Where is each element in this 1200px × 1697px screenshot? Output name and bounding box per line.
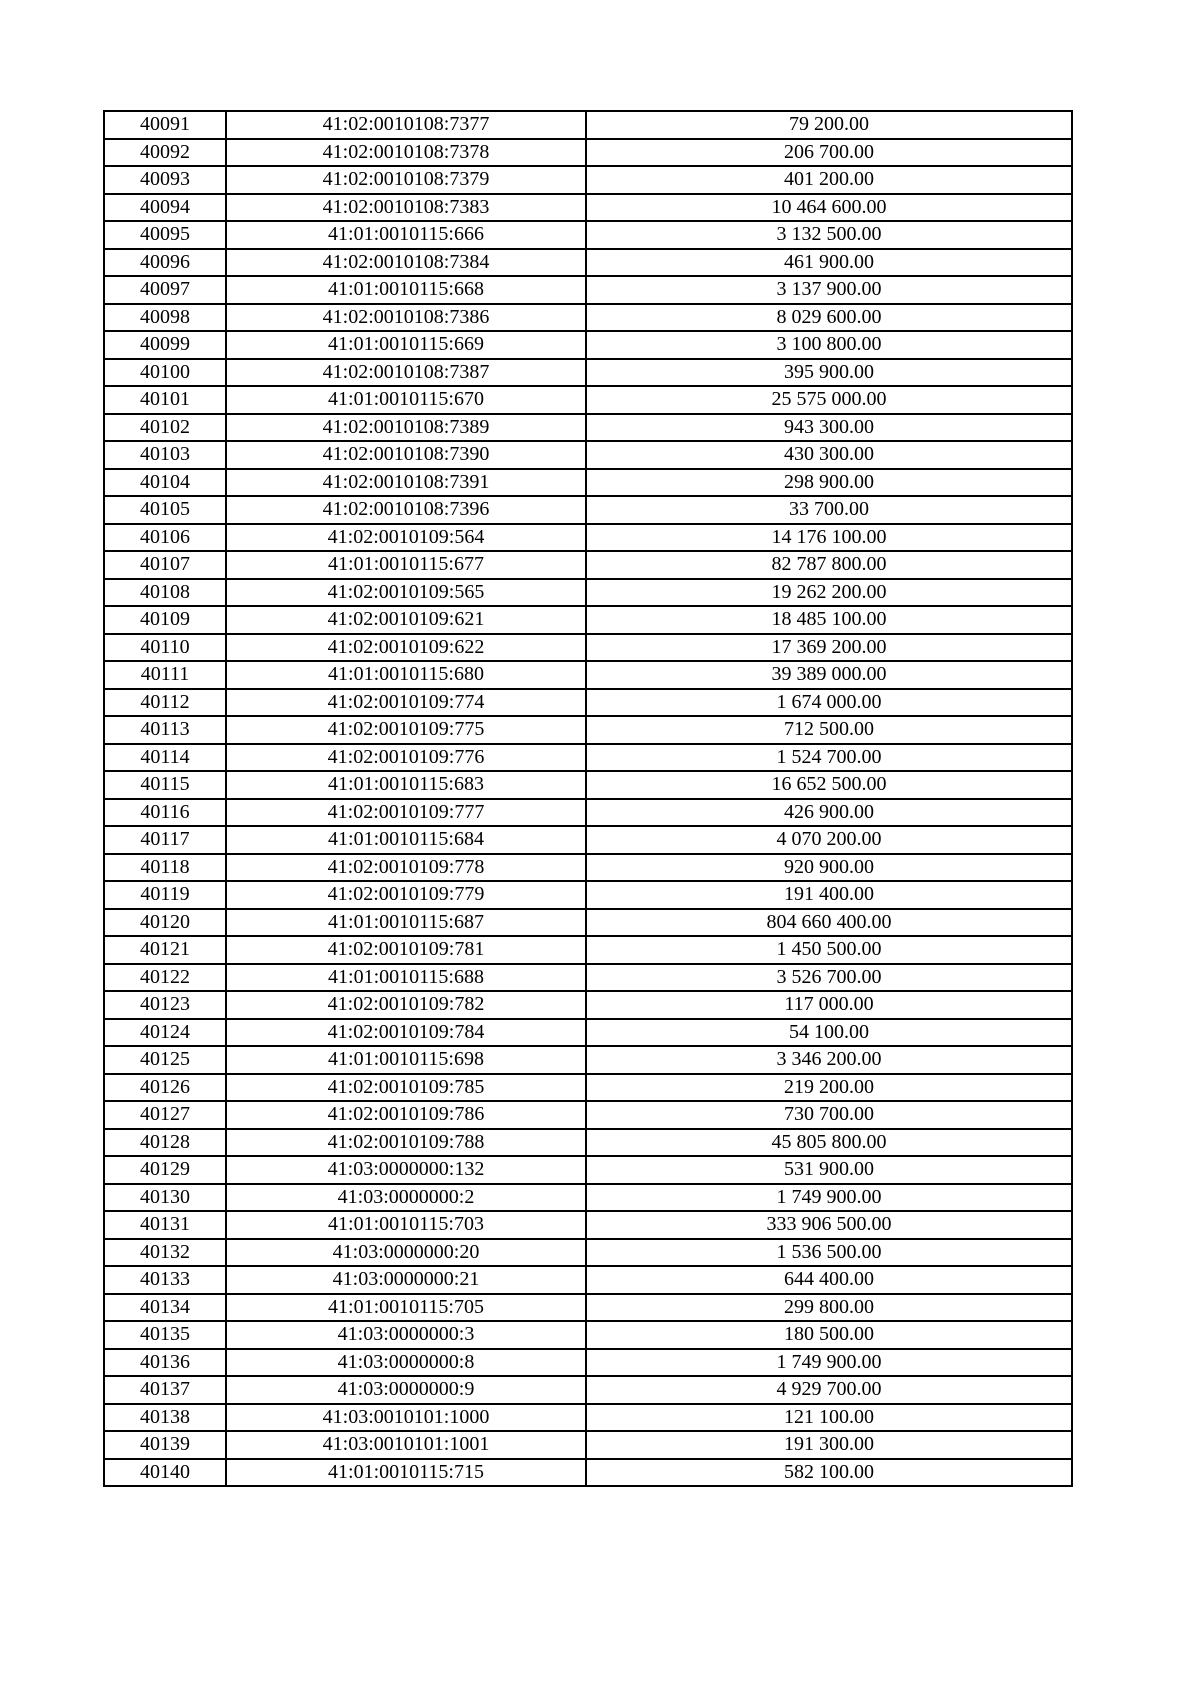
row-number-cell: 40116	[104, 799, 226, 827]
table-row	[104, 1321, 1072, 1349]
cadastral-value-cell: 17 369 200.00	[586, 634, 1072, 662]
row-number-cell: 40104	[104, 469, 226, 497]
table-row	[104, 1349, 1072, 1377]
row-number-cell: 40136	[104, 1349, 226, 1377]
cadastral-value-cell: 19 262 200.00	[586, 579, 1072, 607]
row-number-cell: 40126	[104, 1074, 226, 1102]
row-number-cell: 40134	[104, 1294, 226, 1322]
cadastral-number-cell: 41:01:0010115:684	[226, 826, 586, 854]
table-row	[104, 1184, 1072, 1212]
row-number-cell: 40107	[104, 551, 226, 579]
cadastral-number-cell: 41:01:0010115:670	[226, 386, 586, 414]
cadastral-value-cell: 426 900.00	[586, 799, 1072, 827]
row-number-cell: 40137	[104, 1376, 226, 1404]
row-number-cell: 40108	[104, 579, 226, 607]
row-number-cell: 40115	[104, 771, 226, 799]
table-row	[104, 964, 1072, 992]
cadastral-number-cell: 41:03:0000000:9	[226, 1376, 586, 1404]
cadastral-value-cell: 804 660 400.00	[586, 909, 1072, 937]
cadastral-number-cell: 41:02:0010109:777	[226, 799, 586, 827]
row-number-cell: 40133	[104, 1266, 226, 1294]
table-row	[104, 441, 1072, 469]
cadastral-number-cell: 41:03:0000000:20	[226, 1239, 586, 1267]
cadastral-value-cell: 39 389 000.00	[586, 661, 1072, 689]
table-row	[104, 1294, 1072, 1322]
cadastral-number-cell: 41:01:0010115:687	[226, 909, 586, 937]
cadastral-value-cell: 10 464 600.00	[586, 194, 1072, 222]
table-row	[104, 1129, 1072, 1157]
cadastral-value-cell: 298 900.00	[586, 469, 1072, 497]
row-number-cell: 40120	[104, 909, 226, 937]
table-row	[104, 1459, 1072, 1487]
cadastral-value-cell: 430 300.00	[586, 441, 1072, 469]
row-number-cell: 40109	[104, 606, 226, 634]
cadastral-number-cell: 41:02:0010108:7396	[226, 496, 586, 524]
table-row	[104, 194, 1072, 222]
row-number-cell: 40099	[104, 331, 226, 359]
cadastral-number-cell: 41:01:0010115:668	[226, 276, 586, 304]
table-row	[104, 881, 1072, 909]
row-number-cell: 40118	[104, 854, 226, 882]
table-row	[104, 661, 1072, 689]
cadastral-value-cell: 206 700.00	[586, 139, 1072, 167]
row-number-cell: 40101	[104, 386, 226, 414]
table-row	[104, 1156, 1072, 1184]
cadastral-number-cell: 41:02:0010109:786	[226, 1101, 586, 1129]
table-row	[104, 166, 1072, 194]
cadastral-number-cell: 41:02:0010109:775	[226, 716, 586, 744]
table-row	[104, 909, 1072, 937]
cadastral-number-cell: 41:01:0010115:688	[226, 964, 586, 992]
row-number-cell: 40098	[104, 304, 226, 332]
table-row	[104, 304, 1072, 332]
cadastral-value-cell: 3 137 900.00	[586, 276, 1072, 304]
row-number-cell: 40092	[104, 139, 226, 167]
table-row	[104, 1019, 1072, 1047]
row-number-cell: 40112	[104, 689, 226, 717]
cadastral-number-cell: 41:01:0010115:680	[226, 661, 586, 689]
row-number-cell: 40102	[104, 414, 226, 442]
cadastral-number-cell: 41:02:0010108:7387	[226, 359, 586, 387]
table-row	[104, 936, 1072, 964]
cadastral-value-cell: 4 070 200.00	[586, 826, 1072, 854]
cadastral-value-cell: 582 100.00	[586, 1459, 1072, 1487]
row-number-cell: 40139	[104, 1431, 226, 1459]
table-row	[104, 1376, 1072, 1404]
table-row	[104, 716, 1072, 744]
table-row	[104, 634, 1072, 662]
cadastral-value-cell: 3 132 500.00	[586, 221, 1072, 249]
cadastral-value-cell: 18 485 100.00	[586, 606, 1072, 634]
cadastral-number-cell: 41:03:0000000:8	[226, 1349, 586, 1377]
table-row	[104, 579, 1072, 607]
cadastral-number-cell: 41:02:0010109:778	[226, 854, 586, 882]
table-row	[104, 1046, 1072, 1074]
cadastral-number-cell: 41:01:0010115:703	[226, 1211, 586, 1239]
table-body	[104, 111, 1072, 1486]
cadastral-value-cell: 14 176 100.00	[586, 524, 1072, 552]
cadastral-number-cell: 41:03:0000000:3	[226, 1321, 586, 1349]
row-number-cell: 40114	[104, 744, 226, 772]
cadastral-number-cell: 41:01:0010115:715	[226, 1459, 586, 1487]
cadastral-number-cell: 41:02:0010108:7383	[226, 194, 586, 222]
cadastral-value-cell: 943 300.00	[586, 414, 1072, 442]
cadastral-number-cell: 41:02:0010109:779	[226, 881, 586, 909]
cadastral-number-cell: 41:01:0010115:677	[226, 551, 586, 579]
cadastral-number-cell: 41:03:0000000:2	[226, 1184, 586, 1212]
cadastral-number-cell: 41:02:0010109:622	[226, 634, 586, 662]
cadastral-value-cell: 299 800.00	[586, 1294, 1072, 1322]
table-row	[104, 771, 1072, 799]
row-number-cell: 40127	[104, 1101, 226, 1129]
cadastral-value-cell: 45 805 800.00	[586, 1129, 1072, 1157]
cadastral-number-cell: 41:01:0010115:705	[226, 1294, 586, 1322]
cadastral-value-cell: 117 000.00	[586, 991, 1072, 1019]
cadastral-value-cell: 644 400.00	[586, 1266, 1072, 1294]
cadastral-number-cell: 41:03:0000000:132	[226, 1156, 586, 1184]
table-row	[104, 221, 1072, 249]
table-row	[104, 386, 1072, 414]
cadastral-number-cell: 41:02:0010108:7378	[226, 139, 586, 167]
cadastral-number-cell: 41:01:0010115:666	[226, 221, 586, 249]
cadastral-value-cell: 461 900.00	[586, 249, 1072, 277]
cadastral-value-cell: 3 346 200.00	[586, 1046, 1072, 1074]
table-row	[104, 689, 1072, 717]
row-number-cell: 40094	[104, 194, 226, 222]
cadastral-number-cell: 41:03:0010101:1000	[226, 1404, 586, 1432]
cadastral-value-cell: 1 674 000.00	[586, 689, 1072, 717]
table-row	[104, 414, 1072, 442]
cadastral-value-cell: 531 900.00	[586, 1156, 1072, 1184]
table-row	[104, 1101, 1072, 1129]
row-number-cell: 40100	[104, 359, 226, 387]
table-row	[104, 606, 1072, 634]
table-row	[104, 331, 1072, 359]
row-number-cell: 40113	[104, 716, 226, 744]
cadastral-number-cell: 41:02:0010108:7386	[226, 304, 586, 332]
cadastral-number-cell: 41:02:0010109:621	[226, 606, 586, 634]
row-number-cell: 40093	[104, 166, 226, 194]
cadastral-value-cell: 920 900.00	[586, 854, 1072, 882]
cadastral-number-cell: 41:02:0010109:774	[226, 689, 586, 717]
cadastral-number-cell: 41:03:0000000:21	[226, 1266, 586, 1294]
cadastral-number-cell: 41:01:0010115:683	[226, 771, 586, 799]
row-number-cell: 40105	[104, 496, 226, 524]
cadastral-value-cell: 1 536 500.00	[586, 1239, 1072, 1267]
row-number-cell: 40122	[104, 964, 226, 992]
cadastral-number-cell: 41:02:0010108:7377	[226, 111, 586, 139]
cadastral-number-cell: 41:02:0010109:564	[226, 524, 586, 552]
row-number-cell: 40097	[104, 276, 226, 304]
row-number-cell: 40128	[104, 1129, 226, 1157]
cadastral-number-cell: 41:01:0010115:669	[226, 331, 586, 359]
cadastral-value-cell: 395 900.00	[586, 359, 1072, 387]
row-number-cell: 40106	[104, 524, 226, 552]
cadastral-number-cell: 41:02:0010108:7390	[226, 441, 586, 469]
row-number-cell: 40117	[104, 826, 226, 854]
table-row	[104, 1431, 1072, 1459]
cadastral-value-cell: 25 575 000.00	[586, 386, 1072, 414]
cadastral-number-cell: 41:02:0010109:788	[226, 1129, 586, 1157]
cadastral-number-cell: 41:02:0010109:782	[226, 991, 586, 1019]
table-row	[104, 1211, 1072, 1239]
row-number-cell: 40119	[104, 881, 226, 909]
table-row	[104, 991, 1072, 1019]
table-row	[104, 799, 1072, 827]
row-number-cell: 40140	[104, 1459, 226, 1487]
row-number-cell: 40121	[104, 936, 226, 964]
table-row	[104, 826, 1072, 854]
table-row	[104, 551, 1072, 579]
cadastral-value-cell: 54 100.00	[586, 1019, 1072, 1047]
table-row	[104, 524, 1072, 552]
cadastral-value-cell: 191 400.00	[586, 881, 1072, 909]
table-row	[104, 359, 1072, 387]
cadastral-value-cell: 219 200.00	[586, 1074, 1072, 1102]
row-number-cell: 40125	[104, 1046, 226, 1074]
cadastral-number-cell: 41:02:0010108:7389	[226, 414, 586, 442]
cadastral-value-cell: 33 700.00	[586, 496, 1072, 524]
table-row	[104, 1404, 1072, 1432]
cadastral-value-cell: 121 100.00	[586, 1404, 1072, 1432]
cadastral-value-cell: 333 906 500.00	[586, 1211, 1072, 1239]
row-number-cell: 40124	[104, 1019, 226, 1047]
cadastral-value-cell: 82 787 800.00	[586, 551, 1072, 579]
cadastral-number-cell: 41:02:0010109:565	[226, 579, 586, 607]
row-number-cell: 40091	[104, 111, 226, 139]
cadastral-value-cell: 191 300.00	[586, 1431, 1072, 1459]
cadastral-number-cell: 41:02:0010109:776	[226, 744, 586, 772]
table-row	[104, 1074, 1072, 1102]
table-row	[104, 111, 1072, 139]
row-number-cell: 40110	[104, 634, 226, 662]
row-number-cell: 40129	[104, 1156, 226, 1184]
row-number-cell: 40095	[104, 221, 226, 249]
table-row	[104, 496, 1072, 524]
cadastral-value-cell: 1 749 900.00	[586, 1184, 1072, 1212]
cadastral-value-table	[103, 110, 1073, 1487]
cadastral-value-cell: 712 500.00	[586, 716, 1072, 744]
row-number-cell: 40138	[104, 1404, 226, 1432]
cadastral-number-cell: 41:02:0010109:784	[226, 1019, 586, 1047]
cadastral-number-cell: 41:02:0010109:785	[226, 1074, 586, 1102]
cadastral-value-cell: 1 450 500.00	[586, 936, 1072, 964]
cadastral-value-cell: 730 700.00	[586, 1101, 1072, 1129]
cadastral-number-cell: 41:02:0010108:7384	[226, 249, 586, 277]
cadastral-number-cell: 41:03:0010101:1001	[226, 1431, 586, 1459]
cadastral-value-cell: 8 029 600.00	[586, 304, 1072, 332]
table-row	[104, 249, 1072, 277]
row-number-cell: 40130	[104, 1184, 226, 1212]
cadastral-number-cell: 41:02:0010108:7391	[226, 469, 586, 497]
row-number-cell: 40135	[104, 1321, 226, 1349]
row-number-cell: 40123	[104, 991, 226, 1019]
cadastral-value-cell: 1 749 900.00	[586, 1349, 1072, 1377]
cadastral-number-cell: 41:01:0010115:698	[226, 1046, 586, 1074]
cadastral-value-cell: 79 200.00	[586, 111, 1072, 139]
row-number-cell: 40132	[104, 1239, 226, 1267]
cadastral-value-cell: 3 100 800.00	[586, 331, 1072, 359]
table-row	[104, 1266, 1072, 1294]
row-number-cell: 40131	[104, 1211, 226, 1239]
cadastral-value-cell: 180 500.00	[586, 1321, 1072, 1349]
table-row	[104, 744, 1072, 772]
table-row	[104, 469, 1072, 497]
table-row	[104, 854, 1072, 882]
cadastral-value-cell: 16 652 500.00	[586, 771, 1072, 799]
cadastral-value-cell: 3 526 700.00	[586, 964, 1072, 992]
cadastral-value-cell: 401 200.00	[586, 166, 1072, 194]
row-number-cell: 40111	[104, 661, 226, 689]
table-row	[104, 1239, 1072, 1267]
cadastral-number-cell: 41:02:0010109:781	[226, 936, 586, 964]
table-row	[104, 139, 1072, 167]
cadastral-value-cell: 1 524 700.00	[586, 744, 1072, 772]
row-number-cell: 40096	[104, 249, 226, 277]
cadastral-value-cell: 4 929 700.00	[586, 1376, 1072, 1404]
table-row	[104, 276, 1072, 304]
cadastral-number-cell: 41:02:0010108:7379	[226, 166, 586, 194]
row-number-cell: 40103	[104, 441, 226, 469]
